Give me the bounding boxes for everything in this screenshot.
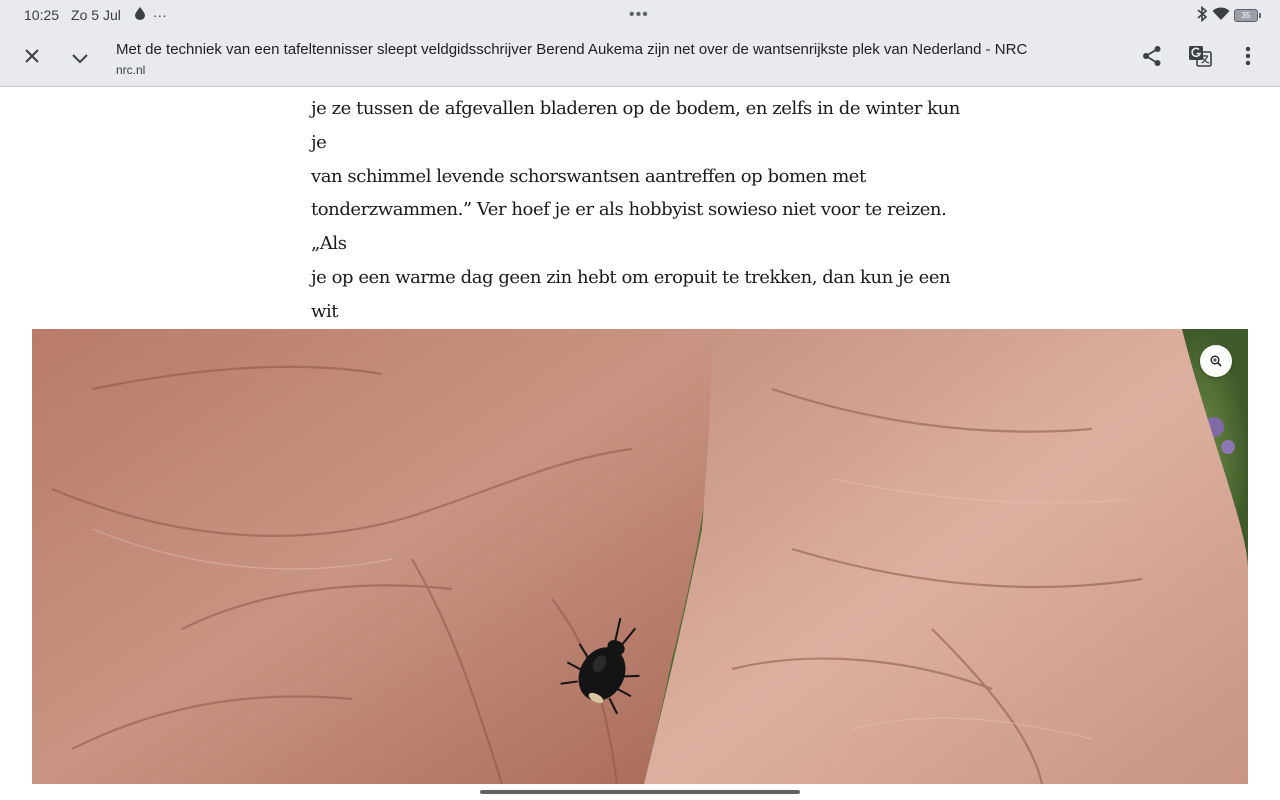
wifi-icon	[1212, 7, 1230, 24]
battery-icon	[1234, 9, 1258, 22]
page-title: Met de techniek van een tafeltennisser sleept veldgidsschrijver Berend Aukema zijn net over de wantsenrijkste plek van Nederland - NRC	[116, 41, 1028, 58]
more-options-button[interactable]	[1228, 38, 1268, 78]
article-line: van schimmel levende schorswantsen aantreffen op bomen met	[311, 165, 866, 187]
custom-tab-toolbar	[0, 30, 1280, 87]
gesture-navigation-bar[interactable]	[480, 790, 800, 794]
page-url: nrc.nl	[116, 63, 146, 77]
share-icon	[1142, 45, 1162, 71]
status-time: 10:25	[24, 7, 60, 23]
photo-hands-with-bug	[32, 329, 1248, 784]
chevron-down-icon	[71, 49, 89, 68]
multitask-handle[interactable]: •••	[629, 6, 649, 23]
translate-button[interactable]	[1180, 38, 1220, 78]
status-date: Zo 5 Jul	[71, 7, 121, 23]
zoom-in-icon	[1210, 352, 1222, 371]
article-line: je ze tussen de afgevallen bladeren op de bodem, en zelfs in de winter kun je	[311, 98, 960, 153]
status-overflow: ···	[152, 7, 167, 23]
status-bar	[0, 0, 1280, 30]
article-line: tonderzwammen.” Ver hoef je er als hobbyist sowieso niet voor te reizen. „Als	[311, 199, 947, 255]
close-button[interactable]	[12, 38, 52, 78]
zoom-image-button[interactable]	[1200, 345, 1232, 377]
translate-icon	[1188, 45, 1212, 71]
battery-level: 35	[1241, 11, 1251, 20]
bluetooth-icon	[1196, 6, 1208, 25]
minimize-button[interactable]	[60, 38, 100, 78]
article-line: je op een warme dag geen zin hebt om eropuit te trekken, dan kun je een wit	[311, 266, 951, 322]
article-photo[interactable]	[32, 329, 1248, 784]
close-icon	[24, 48, 40, 68]
share-button[interactable]	[1132, 38, 1172, 78]
more-vert-icon	[1245, 46, 1251, 70]
water-drop-icon	[135, 7, 145, 23]
